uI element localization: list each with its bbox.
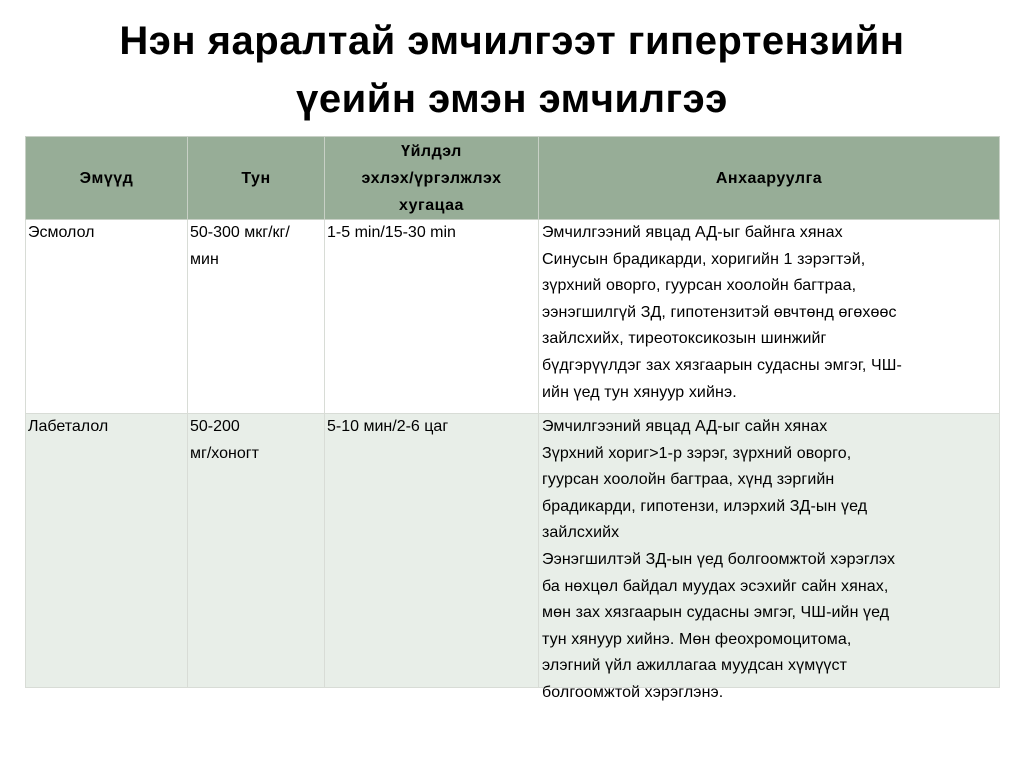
header-time-line-3: хугацаа [399,196,464,214]
note-line: ба нөхцөл байдал муудах эсэхийг сайн хянах, [542,577,889,595]
header-dose: Тун [188,137,325,220]
cell-dose-line-1: 50-200 [190,418,240,435]
note-line: Эмчилгээний явцад АД-ыг байнга хянах [542,224,843,241]
table-row [26,414,1000,688]
note-line: зайлсхийх [542,524,620,542]
note-line: элэгний үйл ажиллагаа муудсан хүмүүст [542,657,848,675]
note-line: бүдгэрүүлдэг зах хязгаарын судасны эмгэг, ЧШ- [542,356,902,374]
note-line: ээнэгшилгүй ЗД, гипотензитэй өвчтөнд өгөхөөс [542,303,897,321]
note-line: зайлсхийх, тиреотоксикозын шинжийг [542,330,827,348]
slide-title-line-1: Нэн яаралтай эмчилгээт гипертензийн [119,19,905,63]
note-line: гуурсан хоолойн багтраа, хүнд зэргийн [542,471,835,489]
note-line: Эмчилгээний явцад АД-ыг сайн хянах [542,418,828,435]
note-line: Зүрхний хориг>1-р зэрэг, зүрхний оворго, [542,444,852,462]
cell-dose-line-2: мин [190,250,219,268]
cell-drug: Эсмолол [26,220,188,414]
table-row [26,220,1000,414]
cell-time: 1-5 min/15-30 min [325,220,539,414]
slide-title-line-2: үеийн эмэн эмчилгээ [296,77,728,121]
note-line: ийн үед тун хянуур хийнэ. [542,383,737,401]
header-time-line-2: эхлэх/үргэлжлэх [361,169,502,187]
note-line: Синусын брадикарди, хоригийн 1 зэрэгтэй, [542,250,866,268]
note-line: болгоомжтой хэрэглэнэ. [542,684,724,701]
cell-dose-line-1: 50-300 мкг/кг/ [190,224,290,241]
note-line: брадикарди, гипотензи, илэрхий ЗД-ын үед [542,497,868,515]
cell-notes [539,414,1000,701]
cell-dose-line-2: мг/хоногт [190,444,259,462]
note-line: мөн зах хязгаарын судасны эмгэг, ЧШ-ийн үед [542,604,890,622]
cell-dose [188,414,325,688]
slide-title [0,12,1024,128]
note-line: Ээнэгшилтэй ЗД-ын үед болгоомжтой хэрэглэх [542,550,896,568]
cell-time: 5-10 мин/2-6 цаг [325,414,539,688]
note-line: тун хянуур хийнэ. Мөн феохромоцитома, [542,630,852,648]
note-line: зүрхний оворго, гуурсан хоолойн багтраа, [542,277,857,295]
table-header-row [26,137,1000,220]
drug-table [25,136,1000,701]
cell-notes [539,220,1000,414]
header-drug: Эмүүд [26,137,188,220]
header-time-line-1: Үйлдэл [401,142,462,160]
cell-drug: Лабеталол [26,414,188,688]
header-time [325,137,539,220]
cell-dose [188,220,325,414]
header-notes: Анхааруулга [539,137,1000,220]
